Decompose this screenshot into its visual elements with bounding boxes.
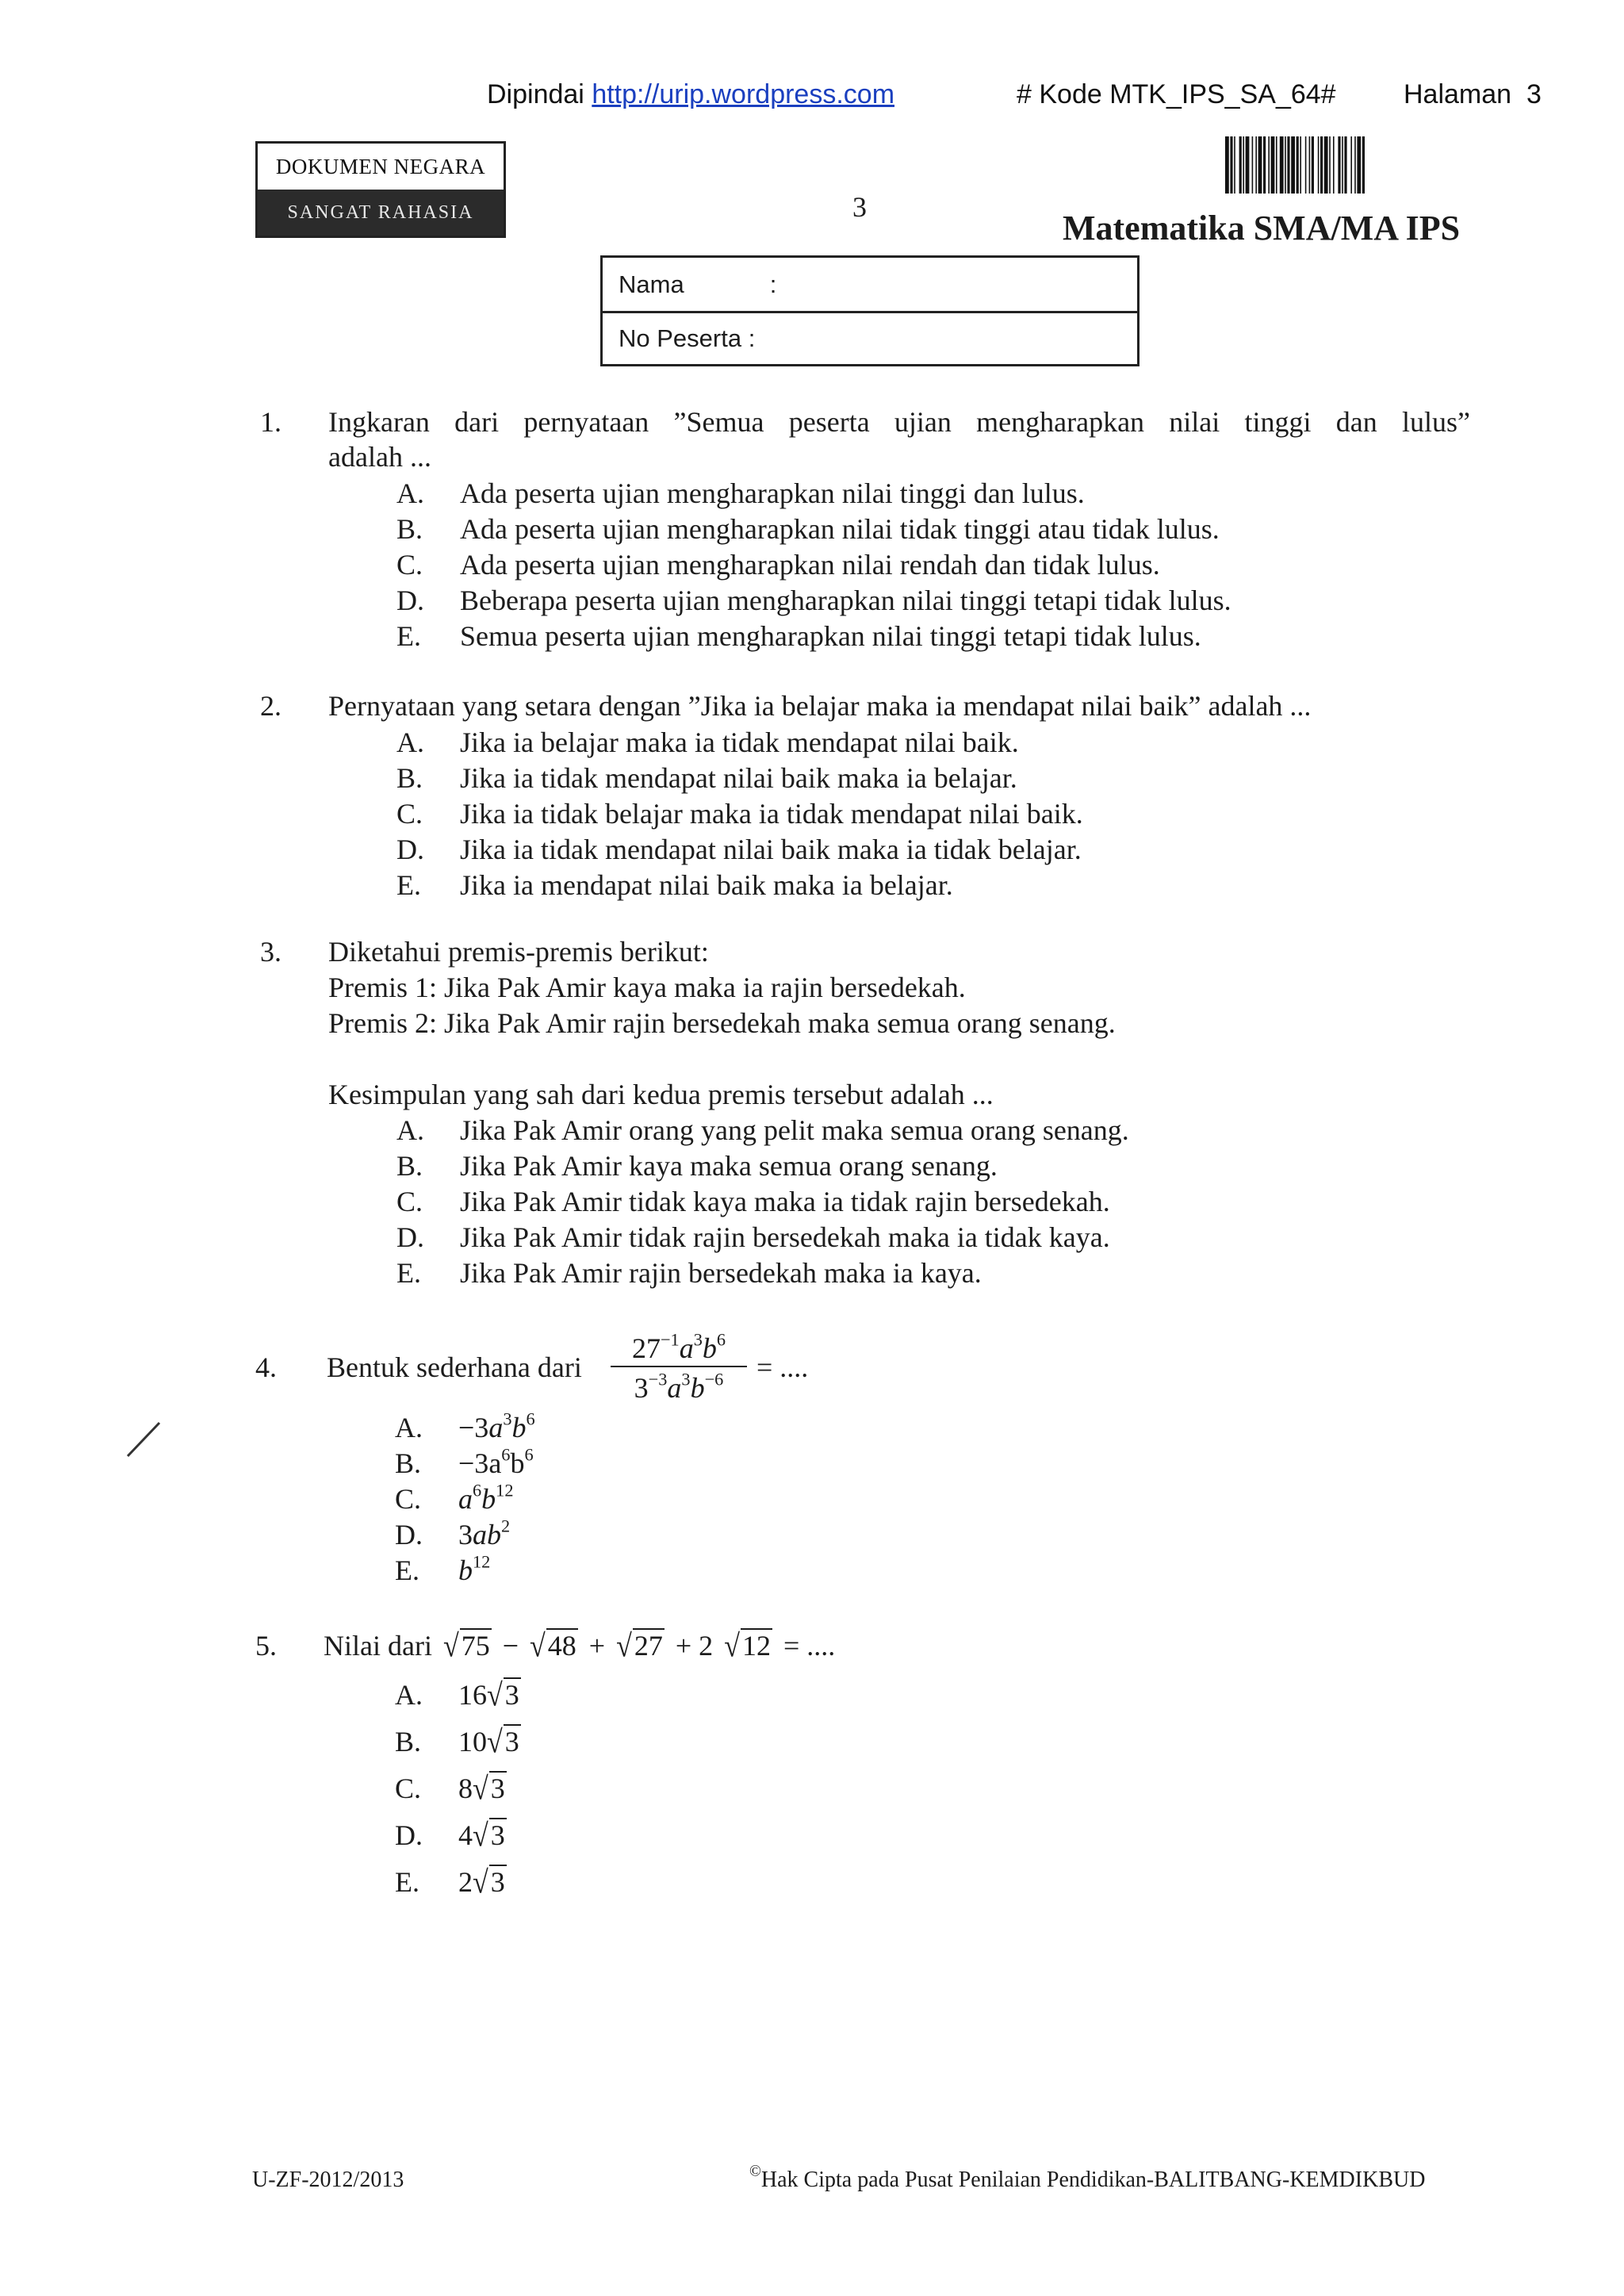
question-text: Ingkaran dari pernyataan ”Semua peserta ujian mengharapkan nilai tinggi dan lulus”	[328, 406, 1470, 438]
name-colon: :	[769, 270, 777, 298]
question-number: 4.	[255, 1351, 277, 1383]
sqrt-12: √12	[724, 1627, 771, 1664]
page-number: 3	[852, 191, 867, 223]
pencil-mark-icon	[123, 1420, 163, 1459]
kode-label: # Kode MTK_IPS_SA_64#	[1017, 79, 1336, 109]
identity-box	[600, 255, 1139, 366]
classification-top: DOKUMEN NEGARA	[275, 154, 486, 178]
peserta-label: No Peserta :	[619, 324, 756, 352]
numerator: $27^{-1}a^3b^6$	[631, 1329, 726, 1364]
subject-title: Matematika SMA/MA IPS	[1063, 209, 1461, 247]
question-text: Nilai dari	[324, 1630, 432, 1662]
equals: = ....	[756, 1351, 809, 1383]
scan-link[interactable]: http://urip.wordpress.com	[592, 79, 895, 109]
question-expression	[324, 1628, 835, 1663]
question-text: Diketahui premis-premis berikut:	[328, 936, 709, 968]
sqrt-27: √27	[616, 1627, 663, 1664]
name-row	[603, 258, 1137, 311]
footer-copyright: ©Hak Cipta pada Pusat Penilaian Pendidikan-BALITBANG-KEMDIKBUD	[749, 2163, 1426, 2192]
question-number: 3.	[260, 936, 282, 968]
question-3: 3. Diketahui premis-premis berikut: Premis 1: Jika Pak Amir kaya maka ia rajin bersedekah. Premis 2: Jika Pak Amir rajin bersedekah maka semua orang senang. Kesimpulan yang sah dari kedua premis tersebut adalah ... A. Jika Pak Amir orang yang pelit maka semua orang senang. B. Jika Pak Amir kaya maka semua orang senang. C. Jika Pak Amir tidak kaya maka ia tidak rajin bersedekah. D. Jika Pak Amir tidak rajin bersedekah maka ia tidak kaya. E. Jika Pak Amir rajin bersedekah maka ia kaya.	[260, 936, 1129, 1289]
question-number: 5.	[255, 1630, 277, 1662]
classification-box	[255, 141, 506, 238]
question-5: 5. Nilai dari √75 − √48 + √27 + 2 √12 = .... A. 16√3 B. 10√3 C. 8√3 D. 4√3 E. 2√3	[255, 1627, 836, 1900]
peserta-row	[603, 311, 1137, 364]
premis-1: Premis 1: Jika Pak Amir kaya maka ia rajin bersedekah.	[328, 972, 966, 1003]
scan-credit: Dipindai http://urip.wordpress.com	[487, 79, 895, 109]
question-prompt: Kesimpulan yang sah dari kedua premis tersebut adalah ...	[328, 1079, 994, 1110]
operator-plus-2: + 2	[675, 1630, 714, 1662]
classification-bottom: SANGAT RAHASIA	[258, 190, 504, 236]
halaman-label: Halaman 3	[1404, 79, 1542, 109]
question-number: 2.	[260, 690, 282, 722]
footer-code: U-ZF-2012/2013	[252, 2168, 404, 2192]
operator-plus: +	[588, 1630, 606, 1662]
sqrt-75: √75	[442, 1627, 490, 1664]
sqrt-48: √48	[530, 1627, 576, 1664]
question-text-cont: adalah ...	[328, 441, 431, 473]
question-text: Pernyataan yang setara dengan ”Jika ia belajar maka ia mendapat nilai baik” adalah ...	[328, 690, 1312, 722]
name-label: Nama	[619, 270, 684, 298]
question-1: 1. Ingkaran dari pernyataan ”Semua peserta ujian mengharapkan nilai tinggi dan lulus” adalah ... A. Ada peserta ujian mengharapkan nilai tinggi dan lulus. B. Ada peserta ujian mengharapkan nilai tidak tinggi atau tidak lulus. C. Ada peserta ujian mengharapkan nilai rendah dan tidak lulus. D. Beberapa peserta ujian mengharapkan nilai tinggi tetapi tidak lulus. E. Semua peserta ujian mengharapkan nilai tinggi tetapi tidak lulus.	[260, 406, 1470, 652]
premis-2: Premis 2: Jika Pak Amir rajin bersedekah maka semua orang senang.	[328, 1007, 1116, 1039]
question-4: 4. Bentuk sederhana dari $\frac{27^{-1}a^3b^6}{3^{-3}a^3b^{-6}}$ = .... A. $-3a^3b^6$ B. $-3a^6b^6$ C. $a^6b^{12}$ D. $3ab^2$ E. $b^{12}$	[255, 1329, 809, 1586]
fraction	[611, 1331, 747, 1405]
operator-minus: −	[502, 1630, 519, 1662]
denominator: $3^{-3}a^3b^{-6}$	[611, 1366, 747, 1405]
question-2: 2. Pernyataan yang setara dengan ”Jika ia belajar maka ia mendapat nilai baik” adalah ... A. Jika ia belajar maka ia tidak mendapat nilai baik. B. Jika ia tidak mendapat nilai baik maka ia belajar. C. Jika ia tidak belajar maka ia tidak mendapat nilai baik. D. Jika ia tidak mendapat nilai baik maka ia tidak belajar. E. Jika ia mendapat nilai baik maka ia belajar.	[260, 690, 1312, 901]
question-number: 1.	[260, 406, 282, 438]
equals: = ....	[783, 1630, 836, 1662]
question-text: Bentuk sederhana dari	[327, 1351, 582, 1383]
barcode-icon	[1225, 136, 1473, 194]
